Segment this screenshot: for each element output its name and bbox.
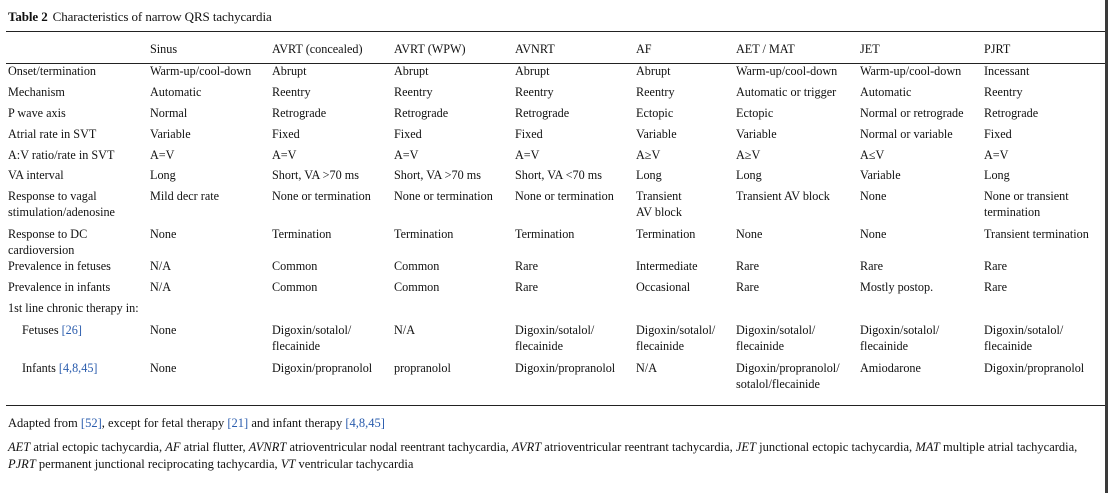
- table-cell: [148, 167, 270, 188]
- table-cell: [982, 126, 1106, 147]
- source-text: , except for fetal therapy: [101, 416, 228, 430]
- cell-text: Reentry: [272, 85, 311, 99]
- column-header: AVRT (concealed): [272, 42, 363, 56]
- table-cell: [270, 63, 392, 84]
- cell-text: Occasional: [636, 280, 691, 294]
- table-row: [6, 258, 1106, 279]
- table-cell: [513, 126, 634, 147]
- cell-text: Reentry: [636, 85, 675, 99]
- cell-text: Automatic: [860, 85, 912, 99]
- cell-text: Intermediate: [636, 259, 698, 273]
- cell-text: VA interval: [8, 168, 64, 182]
- table-row: [6, 147, 1106, 167]
- abbreviation-term: AVRT: [511, 440, 542, 454]
- source-text: and infant therapy: [248, 416, 346, 430]
- table-cell: [148, 84, 270, 105]
- cell-text: Long: [636, 168, 662, 182]
- table-cell: [513, 63, 634, 84]
- row-label: [6, 322, 148, 360]
- abbreviation-definition: atrial ectopic tachycardia,: [30, 440, 166, 454]
- table-cell: [734, 84, 858, 105]
- cell-text: Atrial rate in SVT: [8, 127, 97, 141]
- table-cell: [513, 147, 634, 167]
- cell-text: Digoxin/sotalol/: [636, 323, 716, 337]
- table-cell: [6, 126, 148, 147]
- cell-text: Reentry: [394, 85, 433, 99]
- table-cell: [392, 322, 513, 360]
- cell-text: Short, VA <70 ms: [515, 168, 603, 182]
- table-cell: [734, 147, 858, 167]
- table-cell: [634, 167, 734, 188]
- table-cell: [858, 322, 982, 360]
- table-cell: [148, 105, 270, 126]
- table-cell: [513, 360, 634, 396]
- cell-text: cardioversion: [8, 243, 75, 257]
- cell-text: None or termination: [272, 189, 371, 203]
- cell-text: Digoxin/propranolol: [272, 361, 373, 375]
- cell-text: Rare: [515, 280, 539, 294]
- table-cell: [734, 258, 858, 279]
- cell-text: Prevalence in fetuses: [8, 259, 111, 273]
- cell-text: A=V: [394, 148, 419, 162]
- table-row: [6, 322, 1106, 360]
- table-cell: [513, 167, 634, 188]
- table-cell: [392, 279, 513, 300]
- cell-text: None: [736, 227, 763, 241]
- cell-text: A≤V: [860, 148, 885, 162]
- table-cell: [392, 63, 513, 84]
- table-cell: [270, 279, 392, 300]
- cell-text: A≥V: [636, 148, 661, 162]
- cell-text: Amiodarone: [860, 361, 921, 375]
- abbreviation-term: VT: [280, 457, 296, 471]
- table-cell: [392, 226, 513, 258]
- row-label-text: Infants: [22, 361, 59, 375]
- column-header: AVNRT: [515, 42, 555, 56]
- cell-text: N/A: [150, 259, 171, 273]
- abbreviation-definition: multiple atrial tachycardia,: [939, 440, 1078, 454]
- cell-text: A=V: [515, 148, 540, 162]
- cell-text: Warm-up/cool-down: [150, 64, 252, 78]
- table-cell: [6, 279, 148, 300]
- table-cell: [513, 258, 634, 279]
- cell-text: Digoxin/sotalol/: [272, 323, 352, 337]
- citation-link[interactable]: [52]: [80, 416, 102, 430]
- cell-text: None or termination: [515, 189, 614, 203]
- table-cell: [734, 188, 858, 226]
- table-row: [6, 105, 1106, 126]
- cell-text: Fixed: [272, 127, 300, 141]
- table-cell: [148, 147, 270, 167]
- cell-text: flecainide: [860, 339, 909, 353]
- table-cell: [634, 188, 734, 226]
- table-cell: [634, 226, 734, 258]
- table-cell: [6, 258, 148, 279]
- cell-text: Mild decr rate: [150, 189, 220, 203]
- table-cell: [392, 126, 513, 147]
- citation-link[interactable]: [21]: [227, 416, 249, 430]
- cell-text: Rare: [736, 280, 760, 294]
- table-cell: [982, 226, 1106, 258]
- cell-text: Ectopic: [736, 106, 774, 120]
- cell-text: Normal or variable: [860, 127, 953, 141]
- cell-text: Rare: [860, 259, 884, 273]
- cell-text: Mostly postop.: [860, 280, 934, 294]
- cell-text: Common: [272, 280, 318, 294]
- cell-text: Ectopic: [636, 106, 674, 120]
- table-cell: [982, 188, 1106, 226]
- table-cell: [513, 188, 634, 226]
- table-cell: [634, 279, 734, 300]
- cell-text: A≥V: [736, 148, 761, 162]
- table-caption: [8, 9, 272, 25]
- table-cell: [982, 279, 1106, 300]
- table-cell: [392, 258, 513, 279]
- abbreviation-definition: ventricular tachycardia: [295, 457, 414, 471]
- table-cell: [148, 360, 270, 396]
- table-cell: [148, 322, 270, 360]
- cell-text: Termination: [394, 227, 454, 241]
- table-cell: [392, 167, 513, 188]
- table-cell: [858, 126, 982, 147]
- cell-text: Retrograde: [272, 106, 327, 120]
- table-cell: [634, 360, 734, 396]
- cell-text: None: [150, 323, 177, 337]
- abbreviation-term: AET: [8, 440, 31, 454]
- table-cell: [6, 105, 148, 126]
- cell-text: Response to DC: [8, 227, 88, 241]
- table-title: Characteristics of narrow QRS tachycardia: [52, 9, 272, 24]
- table-cell: [270, 84, 392, 105]
- table-cell: [270, 147, 392, 167]
- table-row: [6, 226, 1106, 258]
- cell-text: Prevalence in infants: [8, 280, 111, 294]
- top-rule: [6, 31, 1105, 32]
- cell-text: None: [150, 227, 177, 241]
- table-row: [6, 300, 1106, 322]
- cell-text: Termination: [272, 227, 332, 241]
- table-cell: [858, 279, 982, 300]
- table-cell: [6, 300, 1106, 322]
- table-cell: [513, 226, 634, 258]
- cell-text: Reentry: [984, 85, 1023, 99]
- table-cell: [634, 258, 734, 279]
- cell-text: Long: [150, 168, 176, 182]
- table-cell: [270, 322, 392, 360]
- cell-text: flecainide: [636, 339, 685, 353]
- table-cell: [734, 63, 858, 84]
- cell-text: Retrograde: [515, 106, 570, 120]
- table-cell: [734, 279, 858, 300]
- table-cell: [6, 188, 148, 226]
- table-row: [6, 126, 1106, 147]
- cell-text: 1st line chronic therapy in:: [8, 301, 139, 315]
- cell-text: flecainide: [984, 339, 1033, 353]
- cell-text: Digoxin/sotalol/: [736, 323, 816, 337]
- table-cell: [982, 322, 1106, 360]
- table-cell: [858, 84, 982, 105]
- table-cell: [634, 322, 734, 360]
- cell-text: Termination: [515, 227, 575, 241]
- cell-text: Common: [394, 259, 440, 273]
- table-cell: [513, 105, 634, 126]
- table-cell: [982, 167, 1106, 188]
- table-cell: [6, 147, 148, 167]
- cell-text: Rare: [515, 259, 539, 273]
- table-cell: [148, 226, 270, 258]
- table-cell: [634, 84, 734, 105]
- cell-text: flecainide: [736, 339, 785, 353]
- table-cell: [392, 360, 513, 396]
- cell-text: AV block: [636, 205, 682, 219]
- cell-text: Transient: [636, 189, 682, 203]
- table-cell: [270, 360, 392, 396]
- table-cell: [6, 63, 148, 84]
- table-cell: [734, 105, 858, 126]
- cell-text: Common: [272, 259, 318, 273]
- table-cell: [634, 63, 734, 84]
- cell-text: N/A: [394, 323, 415, 337]
- cell-text: Variable: [860, 168, 901, 182]
- source-note: [8, 415, 385, 432]
- cell-text: Normal or retrograde: [860, 106, 964, 120]
- abbreviation-definition: junctional ectopic tachycardia,: [756, 440, 916, 454]
- cell-text: A=V: [272, 148, 297, 162]
- header-row: [6, 35, 1106, 63]
- cell-text: None: [150, 361, 177, 375]
- column-header: AF: [636, 42, 652, 56]
- abbreviation-term: JET: [735, 440, 756, 454]
- tachycardia-table: [6, 35, 1106, 396]
- abbreviation-definition: atrioventricular nodal reentrant tachycardia,: [286, 440, 512, 454]
- abbreviation-definition: atrial flutter,: [180, 440, 249, 454]
- source-text: Adapted from: [8, 416, 81, 430]
- table-cell: [513, 84, 634, 105]
- table-cell: [858, 188, 982, 226]
- column-header: AVRT (WPW): [394, 42, 466, 56]
- table-cell: [734, 322, 858, 360]
- cell-text: Automatic: [150, 85, 202, 99]
- table-cell: [982, 258, 1106, 279]
- table-cell: [270, 126, 392, 147]
- table-cell: [858, 360, 982, 396]
- column-header: JET: [860, 42, 880, 56]
- table-cell: [734, 167, 858, 188]
- cell-text: Warm-up/cool-down: [736, 64, 838, 78]
- cell-text: Warm-up/cool-down: [860, 64, 962, 78]
- cell-text: Short, VA >70 ms: [394, 168, 482, 182]
- cell-text: Mechanism: [8, 85, 65, 99]
- table-row: [6, 360, 1106, 396]
- cell-text: Digoxin/propranolol: [515, 361, 616, 375]
- table-cell: [982, 360, 1106, 396]
- cell-text: Abrupt: [515, 64, 550, 78]
- citation-link[interactable]: [4,8,45]: [58, 361, 98, 375]
- table-cell: [148, 188, 270, 226]
- cell-text: None or termination: [394, 189, 493, 203]
- cell-text: flecainide: [272, 339, 321, 353]
- table-cell: [148, 63, 270, 84]
- cell-text: None or transient: [984, 189, 1069, 203]
- cell-text: Transient termination: [984, 227, 1089, 241]
- cell-text: Termination: [636, 227, 696, 241]
- table-cell: [148, 258, 270, 279]
- table-row: [6, 84, 1106, 105]
- table-cell: [513, 322, 634, 360]
- cell-text: A=V: [984, 148, 1009, 162]
- table-cell: [392, 105, 513, 126]
- cell-text: Automatic or trigger: [736, 85, 837, 99]
- citation-link[interactable]: [26]: [61, 323, 82, 337]
- citation-link[interactable]: [4,8,45]: [345, 416, 385, 430]
- cell-text: propranolol: [394, 361, 451, 375]
- cell-text: Short, VA >70 ms: [272, 168, 360, 182]
- cell-text: Abrupt: [394, 64, 429, 78]
- table-cell: [148, 279, 270, 300]
- cell-text: A=V: [150, 148, 175, 162]
- cell-text: flecainide: [515, 339, 564, 353]
- abbreviation-definition: permanent junctional reciprocating tachycardia,: [35, 457, 281, 471]
- cell-text: A:V ratio/rate in SVT: [8, 148, 115, 162]
- table-cell: [270, 258, 392, 279]
- table-cell: [6, 226, 148, 258]
- table-body: [6, 63, 1106, 396]
- scrollbar-edge: [1105, 0, 1108, 493]
- table-cell: [858, 167, 982, 188]
- cell-text: Digoxin/sotalol/: [860, 323, 940, 337]
- row-label-text: Fetuses: [22, 323, 62, 337]
- cell-text: Long: [984, 168, 1010, 182]
- cell-text: Abrupt: [636, 64, 671, 78]
- cell-text: Rare: [736, 259, 760, 273]
- cell-text: None: [860, 227, 887, 241]
- cell-text: Rare: [984, 280, 1008, 294]
- abbreviation-term: AVNRT: [248, 440, 287, 454]
- cell-text: P wave axis: [8, 106, 66, 120]
- cell-text: Digoxin/sotalol/: [984, 323, 1064, 337]
- table-row: [6, 279, 1106, 300]
- cell-text: Fixed: [984, 127, 1012, 141]
- table-cell: [270, 226, 392, 258]
- table-cell: [634, 147, 734, 167]
- table-cell: [270, 167, 392, 188]
- cell-text: termination: [984, 205, 1041, 219]
- bottom-rule: [6, 405, 1105, 406]
- table-cell: [734, 226, 858, 258]
- cell-text: stimulation/adenosine: [8, 205, 115, 219]
- cell-text: sotalol/flecainide: [736, 377, 820, 391]
- cell-text: N/A: [636, 361, 657, 375]
- abbreviation-term: AF: [165, 440, 181, 454]
- cell-text: Abrupt: [272, 64, 307, 78]
- table-cell: [6, 167, 148, 188]
- cell-text: Fixed: [394, 127, 422, 141]
- cell-text: Rare: [984, 259, 1008, 273]
- abbreviation-term: PJRT: [8, 457, 36, 471]
- abbreviation-term: MAT: [915, 440, 940, 454]
- row-label: [6, 360, 148, 396]
- cell-text: Reentry: [515, 85, 554, 99]
- table-cell: [982, 84, 1106, 105]
- table-cell: [392, 84, 513, 105]
- table-cell: [858, 226, 982, 258]
- table-cell: [270, 105, 392, 126]
- cell-text: Common: [394, 280, 440, 294]
- table-cell: [858, 258, 982, 279]
- table-cell: [858, 105, 982, 126]
- table-label: Table 2: [8, 9, 48, 24]
- cell-text: None: [860, 189, 887, 203]
- table-row: [6, 188, 1106, 226]
- table-cell: [982, 63, 1106, 84]
- table-cell: [392, 147, 513, 167]
- cell-text: Response to vagal: [8, 189, 97, 203]
- cell-text: Transient AV block: [736, 189, 830, 203]
- table-cell: [634, 105, 734, 126]
- cell-text: Digoxin/propranolol: [984, 361, 1085, 375]
- table-cell: [392, 188, 513, 226]
- table-cell: [634, 126, 734, 147]
- column-header: Sinus: [150, 42, 178, 56]
- cell-text: Variable: [150, 127, 191, 141]
- column-header: PJRT: [984, 42, 1011, 56]
- cell-text: Variable: [736, 127, 777, 141]
- table-cell: [148, 126, 270, 147]
- table-row: [6, 63, 1106, 84]
- column-header: [6, 35, 148, 63]
- cell-text: N/A: [150, 280, 171, 294]
- table-cell: [982, 147, 1106, 167]
- cell-text: Long: [736, 168, 762, 182]
- cell-text: Incessant: [984, 64, 1030, 78]
- table-cell: [734, 360, 858, 396]
- cell-text: Onset/termination: [8, 64, 97, 78]
- table-cell: [513, 279, 634, 300]
- column-header: AET / MAT: [736, 42, 795, 56]
- table-row: [6, 167, 1106, 188]
- table-cell: [270, 188, 392, 226]
- abbreviation-definition: atrioventricular reentrant tachycardia,: [541, 440, 736, 454]
- cell-text: Retrograde: [394, 106, 449, 120]
- table-cell: [858, 147, 982, 167]
- cell-text: Fixed: [515, 127, 543, 141]
- cell-text: Retrograde: [984, 106, 1039, 120]
- cell-text: Digoxin/propranolol/: [736, 361, 840, 375]
- table-cell: [734, 126, 858, 147]
- cell-text: Variable: [636, 127, 677, 141]
- table-cell: [982, 105, 1106, 126]
- cell-text: Normal: [150, 106, 188, 120]
- table-cell: [858, 63, 982, 84]
- abbreviations-note: [8, 439, 1098, 473]
- cell-text: Digoxin/sotalol/: [515, 323, 595, 337]
- table-cell: [6, 84, 148, 105]
